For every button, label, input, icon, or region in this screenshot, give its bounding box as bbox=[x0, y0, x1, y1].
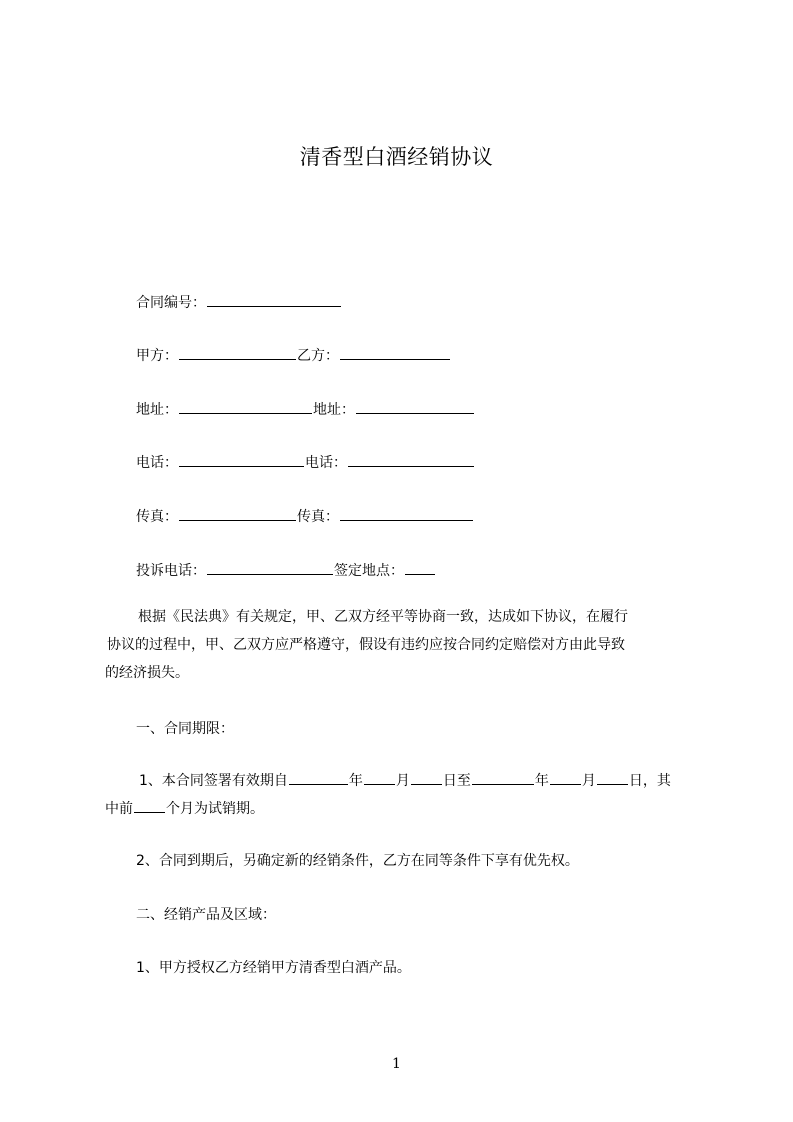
fax-b-blank[interactable] bbox=[340, 506, 473, 521]
end-month-label: 月 bbox=[581, 773, 596, 789]
page-number: 1 bbox=[392, 1056, 401, 1072]
end-year-blank[interactable] bbox=[472, 770, 534, 785]
address-b-label: 地址： bbox=[313, 402, 355, 418]
start-year-label: 年 bbox=[348, 773, 363, 789]
address-a-blank[interactable] bbox=[179, 399, 312, 414]
contract-number-blank[interactable] bbox=[207, 292, 341, 307]
party-line bbox=[136, 345, 451, 366]
start-day-blank[interactable] bbox=[411, 770, 442, 785]
section1-item1-line2 bbox=[105, 795, 705, 823]
item1-prefix: 1、本合同签署有效期自 bbox=[139, 773, 288, 789]
section1-item1 bbox=[105, 767, 705, 823]
phone-line bbox=[136, 452, 475, 473]
party-a-blank[interactable] bbox=[179, 345, 296, 360]
complaint-line bbox=[136, 560, 436, 581]
party-a-label: 甲方： bbox=[136, 348, 178, 364]
fax-a-blank[interactable] bbox=[179, 506, 296, 521]
party-b-blank[interactable] bbox=[340, 345, 450, 360]
intro-line-2: 协议的过程中，甲、乙双方应严格遵守，假设有违约应按合同约定赔偿对方由此导致 bbox=[107, 637, 625, 653]
address-line bbox=[136, 399, 475, 420]
section2-heading: 二、经销产品及区域： bbox=[136, 907, 276, 923]
section1-item1-line1 bbox=[105, 767, 705, 795]
phone-a-label: 电话： bbox=[136, 455, 178, 471]
end-day-blank[interactable] bbox=[597, 770, 628, 785]
end-day-label: 日，其 bbox=[628, 773, 671, 789]
end-month-blank[interactable] bbox=[550, 770, 581, 785]
trial-suffix: 个月为试销期。 bbox=[166, 801, 264, 817]
start-month-label: 月 bbox=[395, 773, 410, 789]
intro-paragraph bbox=[105, 603, 705, 687]
signing-place-label: 签定地点： bbox=[334, 563, 404, 579]
complaint-phone-blank[interactable] bbox=[207, 560, 333, 575]
phone-b-blank[interactable] bbox=[348, 452, 474, 467]
fax-line bbox=[136, 506, 474, 527]
start-year-blank[interactable] bbox=[289, 770, 348, 785]
section2-item1: 1、甲方授权乙方经销甲方清香型白酒产品。 bbox=[136, 960, 411, 976]
contract-number-label: 合同编号： bbox=[136, 295, 206, 311]
trial-prefix: 中前 bbox=[105, 801, 133, 817]
section1-item2: 2、合同到期后，另确定新的经销条件，乙方在同等条件下享有优先权。 bbox=[136, 853, 579, 869]
address-a-label: 地址： bbox=[136, 402, 178, 418]
party-b-label: 乙方： bbox=[297, 348, 339, 364]
intro-line-1: 根据《民法典》有关规定，甲、乙双方经平等协商一致，达成如下协议，在履行 bbox=[138, 609, 628, 625]
address-b-blank[interactable] bbox=[356, 399, 474, 414]
complaint-phone-label: 投诉电话： bbox=[136, 563, 206, 579]
signing-place-blank[interactable] bbox=[405, 560, 435, 575]
phone-a-blank[interactable] bbox=[179, 452, 304, 467]
trial-months-blank[interactable] bbox=[134, 798, 165, 813]
fax-b-label: 传真： bbox=[297, 509, 339, 525]
phone-b-label: 电话： bbox=[305, 455, 347, 471]
start-day-label: 日至 bbox=[442, 773, 471, 789]
start-month-blank[interactable] bbox=[364, 770, 395, 785]
intro-line-3: 的经济损失。 bbox=[105, 665, 189, 681]
contract-number-line bbox=[136, 292, 342, 313]
section1-heading: 一、合同期限： bbox=[136, 721, 234, 737]
page-title: 清香型白酒经销协议 bbox=[299, 145, 494, 169]
end-year-label: 年 bbox=[534, 773, 549, 789]
fax-a-label: 传真： bbox=[136, 509, 178, 525]
